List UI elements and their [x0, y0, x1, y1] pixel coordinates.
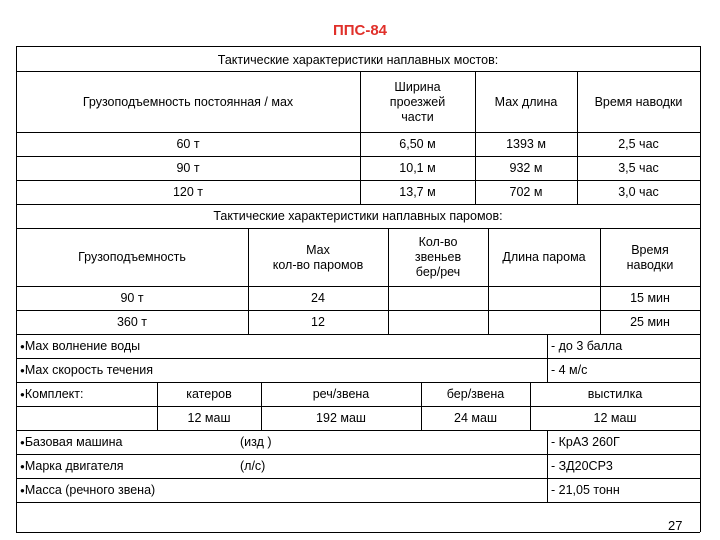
hline — [16, 502, 700, 503]
ferries-cell: 24 — [311, 291, 325, 305]
bridges-cell: 6,50 м — [399, 137, 436, 151]
hline — [16, 228, 700, 229]
bullet-icon: ● — [20, 366, 25, 375]
hline — [16, 334, 700, 335]
bridges-cell: 3,0 час — [618, 185, 659, 199]
kit-value-shore-links: 24 маш — [454, 411, 497, 425]
bridges-cell: 90 т — [176, 161, 200, 175]
hline — [16, 132, 700, 133]
bridges-cell: 3,5 час — [618, 161, 659, 175]
hline — [16, 532, 700, 533]
bullet-icon: ● — [20, 462, 25, 471]
bridges-header-capacity: Грузоподъемность постоянная / мах — [82, 95, 294, 109]
bridges-cell: 60 т — [176, 137, 200, 151]
ferries-cell: 12 — [311, 315, 325, 329]
bridges-cell: 2,5 час — [618, 137, 659, 151]
hline — [16, 382, 700, 383]
vline — [547, 334, 548, 382]
bridges-header-width: Ширина проезжей части — [389, 80, 446, 124]
kit-header-boats: катеров — [186, 387, 232, 401]
bridges-cell: 10,1 м — [399, 161, 436, 175]
hline — [16, 406, 700, 407]
spec-wave-value: - до 3 балла — [551, 339, 623, 353]
spec-mass-label-text: Масса (речного звена) — [24, 483, 156, 497]
ferries-header-time: Время наводки — [626, 243, 674, 272]
spec-engine-label — [20, 459, 124, 474]
ferries-header-links: Кол-во звеньев бер/реч — [414, 235, 462, 279]
bridges-cell: 13,7 м — [399, 185, 436, 199]
ferries-cell: 25 мин — [630, 315, 670, 329]
spec-current-label — [20, 363, 153, 378]
ferries-header-capacity: Грузоподъемность — [78, 250, 186, 264]
spec-base-value: - КрАЗ 260Г — [551, 435, 620, 449]
spec-engine-label-text: Марка двигателя — [24, 459, 124, 473]
hline — [16, 430, 700, 431]
spec-mass-label — [20, 483, 155, 498]
hline — [16, 310, 700, 311]
kit-value-river-links: 192 маш — [316, 411, 366, 425]
bridges-header-length: Мах длина — [494, 95, 558, 109]
spec-mass-value: - 21,05 тонн — [551, 483, 620, 497]
frame-right — [700, 46, 701, 532]
vline — [488, 228, 489, 334]
ferries-caption: Тактические характеристики наплавных паромов: — [213, 209, 503, 223]
spec-wave-label-text: Мах волнение воды — [24, 339, 141, 353]
spec-engine-note: (л/с) — [240, 459, 266, 473]
hline — [16, 204, 700, 205]
hline — [16, 180, 700, 181]
hline — [16, 156, 700, 157]
spec-engine-value: - ЗД20СР3 — [551, 459, 613, 473]
bridges-cell: 702 м — [509, 185, 543, 199]
kit-header-shore-links: бер/звена — [446, 387, 505, 401]
bullet-icon: ● — [20, 342, 25, 351]
ferries-cell: 90 т — [120, 291, 144, 305]
kit-header-decking: выстилка — [587, 387, 643, 401]
hline — [16, 46, 700, 47]
bullet-icon: ● — [20, 486, 25, 495]
hline — [16, 454, 700, 455]
spec-kit-label-text: Комплект: — [24, 387, 84, 401]
kit-value-boats: 12 маш — [187, 411, 231, 425]
spec-base-note: (изд ) — [240, 435, 272, 449]
spec-wave-label — [20, 339, 140, 354]
frame-left — [16, 46, 17, 532]
bridges-caption: Тактические характеристики наплавных мостов: — [217, 53, 499, 67]
spec-current-label-text: Мах скорость течения — [24, 363, 153, 377]
kit-header-river-links: реч/звена — [312, 387, 370, 401]
bridges-cell: 1393 м — [506, 137, 546, 151]
bridges-header-time: Время наводки — [594, 95, 683, 109]
bullet-icon: ● — [20, 390, 25, 399]
spec-current-value: - 4 м/с — [551, 363, 588, 377]
hline — [16, 286, 700, 287]
spec-base-label — [20, 435, 123, 450]
ferries-header-count: Мах кол-во паромов — [272, 243, 364, 272]
page-title: ППС-84 — [332, 22, 388, 39]
bridges-cell: 932 м — [509, 161, 543, 175]
hline — [16, 358, 700, 359]
kit-value-decking: 12 маш — [593, 411, 637, 425]
spec-kit-label — [20, 387, 84, 402]
bridges-cell: 120 т — [172, 185, 204, 199]
ferries-cell: 15 мин — [630, 291, 670, 305]
hline — [16, 478, 700, 479]
spec-base-label-text: Базовая машина — [24, 435, 123, 449]
page-number: 27 — [668, 518, 683, 533]
ferries-header-length: Длина парома — [502, 250, 586, 264]
ferries-cell: 360 т — [116, 315, 148, 329]
bullet-icon: ● — [20, 438, 25, 447]
hline — [16, 71, 700, 72]
vline — [547, 430, 548, 502]
